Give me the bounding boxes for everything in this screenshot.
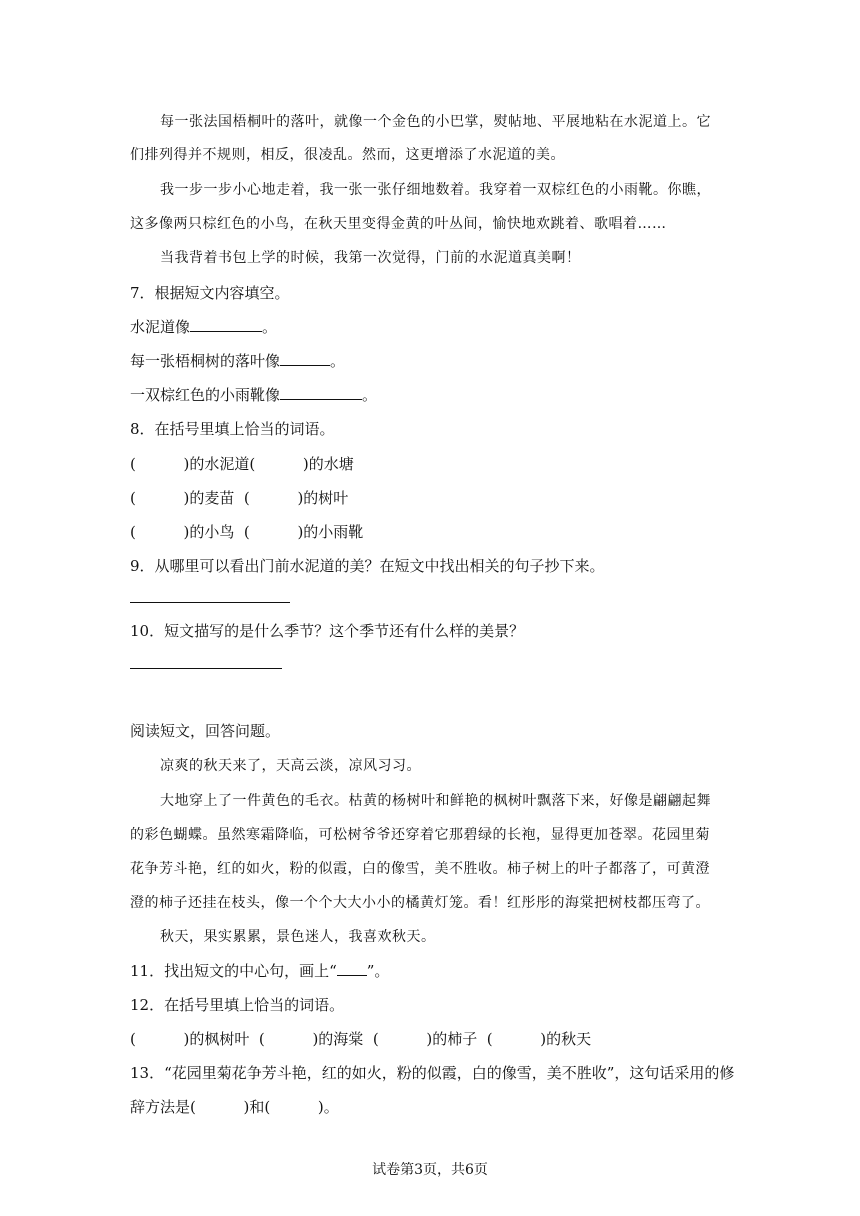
question-11-post: ”。 (366, 962, 390, 980)
passage1-paragraph2-line2: 这多像两只棕红色的小鸟，在秋天里变得金黄的叶丛间，愉快地欢跳着、歌唱着…… (130, 216, 667, 232)
question-7-b-end: 。 (330, 352, 346, 370)
question-9-answer-line[interactable] (130, 602, 290, 603)
section-2-intro: 阅读短文，回答问题。 (130, 722, 281, 740)
passage1-paragraph1-line2: 们排列得并不规则，相反，很凌乱。然而，这更增添了水泥道的美。 (130, 147, 565, 163)
page-footer: 试卷第3页，共6页 (372, 1162, 488, 1178)
question-10-title: 10．短文描写的是什么季节？这个季节还有什么样的美景？ (130, 622, 525, 640)
question-10-answer-line[interactable] (130, 668, 282, 669)
question-13-line1: 13．“花园里菊花争芳斗艳，红的如火，粉的似霞，白的像雪，美不胜收”，这句话采用的修 (130, 1064, 735, 1082)
question-7-c-end: 。 (362, 386, 378, 404)
answer-blank[interactable] (280, 385, 362, 400)
question-7-blank-c (130, 385, 377, 405)
question-7-a-text: 水泥道像 (130, 318, 191, 336)
question-9-title: 9．从哪里可以看出门前水泥道的美？在短文中找出相关的句子抄下来。 (130, 557, 605, 575)
question-7-blank-a (130, 317, 277, 337)
answer-blank[interactable] (190, 317, 262, 332)
passage2-paragraph2-line3: 花争芳斗艳，红的如火，粉的似霞，白的像雪，美不胜收。柿子树上的叶子都落了，可黄澄 (130, 861, 710, 877)
question-13-line2[interactable]: 辞方法是( )和( )。 (130, 1098, 339, 1116)
question-8-title: 8．在括号里填上恰当的词语。 (130, 420, 335, 438)
question-8-row-2[interactable]: ( )的麦苗 ( )的树叶 (130, 489, 349, 507)
passage2-paragraph1: 凉爽的秋天来了，天高云淡，凉风习习。 (160, 758, 421, 774)
question-7-blank-b (130, 351, 345, 371)
question-11-pre: 11．找出短文的中心句，画上“ (130, 962, 337, 980)
question-8-row-3[interactable]: ( )的小鸟 ( )的小雨靴 (130, 523, 364, 541)
question-12-title: 12．在括号里填上恰当的词语。 (130, 996, 345, 1014)
answer-blank[interactable] (280, 351, 330, 366)
question-7-c-text: 一双棕红色的小雨靴像 (130, 386, 281, 404)
passage1-paragraph2-line1: 我一步一步小心地走着，我一张一张仔细地数着。我穿着一双棕红色的小雨靴。你瞧， (160, 182, 711, 198)
underline-mark (337, 961, 367, 976)
question-12-row[interactable]: ( )的枫树叶 ( )的海棠 ( )的柿子 ( )的秋天 (130, 1030, 592, 1048)
passage2-paragraph2-line1: 大地穿上了一件黄色的毛衣。枯黄的杨树叶和鲜艳的枫树叶飘落下来，好像是翩翩起舞 (160, 793, 711, 809)
passage2-paragraph3: 秋天，果实累累，景色迷人，我喜欢秋天。 (160, 929, 436, 945)
passage2-paragraph2-line2: 的彩色蝴蝶。虽然寒霜降临，可松树爷爷还穿着它那碧绿的长袍，显得更加苍翠。花园里菊 (130, 827, 710, 843)
question-7-a-end: 。 (262, 318, 278, 336)
question-7-b-text: 每一张梧桐树的落叶像 (130, 352, 281, 370)
question-8-row-1[interactable]: ( )的水泥道( )的水塘 (130, 455, 354, 473)
passage1-paragraph3: 当我背着书包上学的时候，我第一次觉得，门前的水泥道真美啊！ (160, 250, 581, 266)
passage2-paragraph2-line4: 澄的柿子还挂在枝头，像一个个大大小小的橘黄灯笼。看！红彤彤的海棠把树枝都压弯了。 (130, 895, 710, 911)
question-11 (130, 961, 389, 981)
passage1-paragraph1-line1: 每一张法国梧桐叶的落叶，就像一个金色的小巴掌，熨帖地、平展地粘在水泥道上。它 (160, 114, 711, 130)
question-7-title: 7．根据短文内容填空。 (130, 284, 290, 302)
